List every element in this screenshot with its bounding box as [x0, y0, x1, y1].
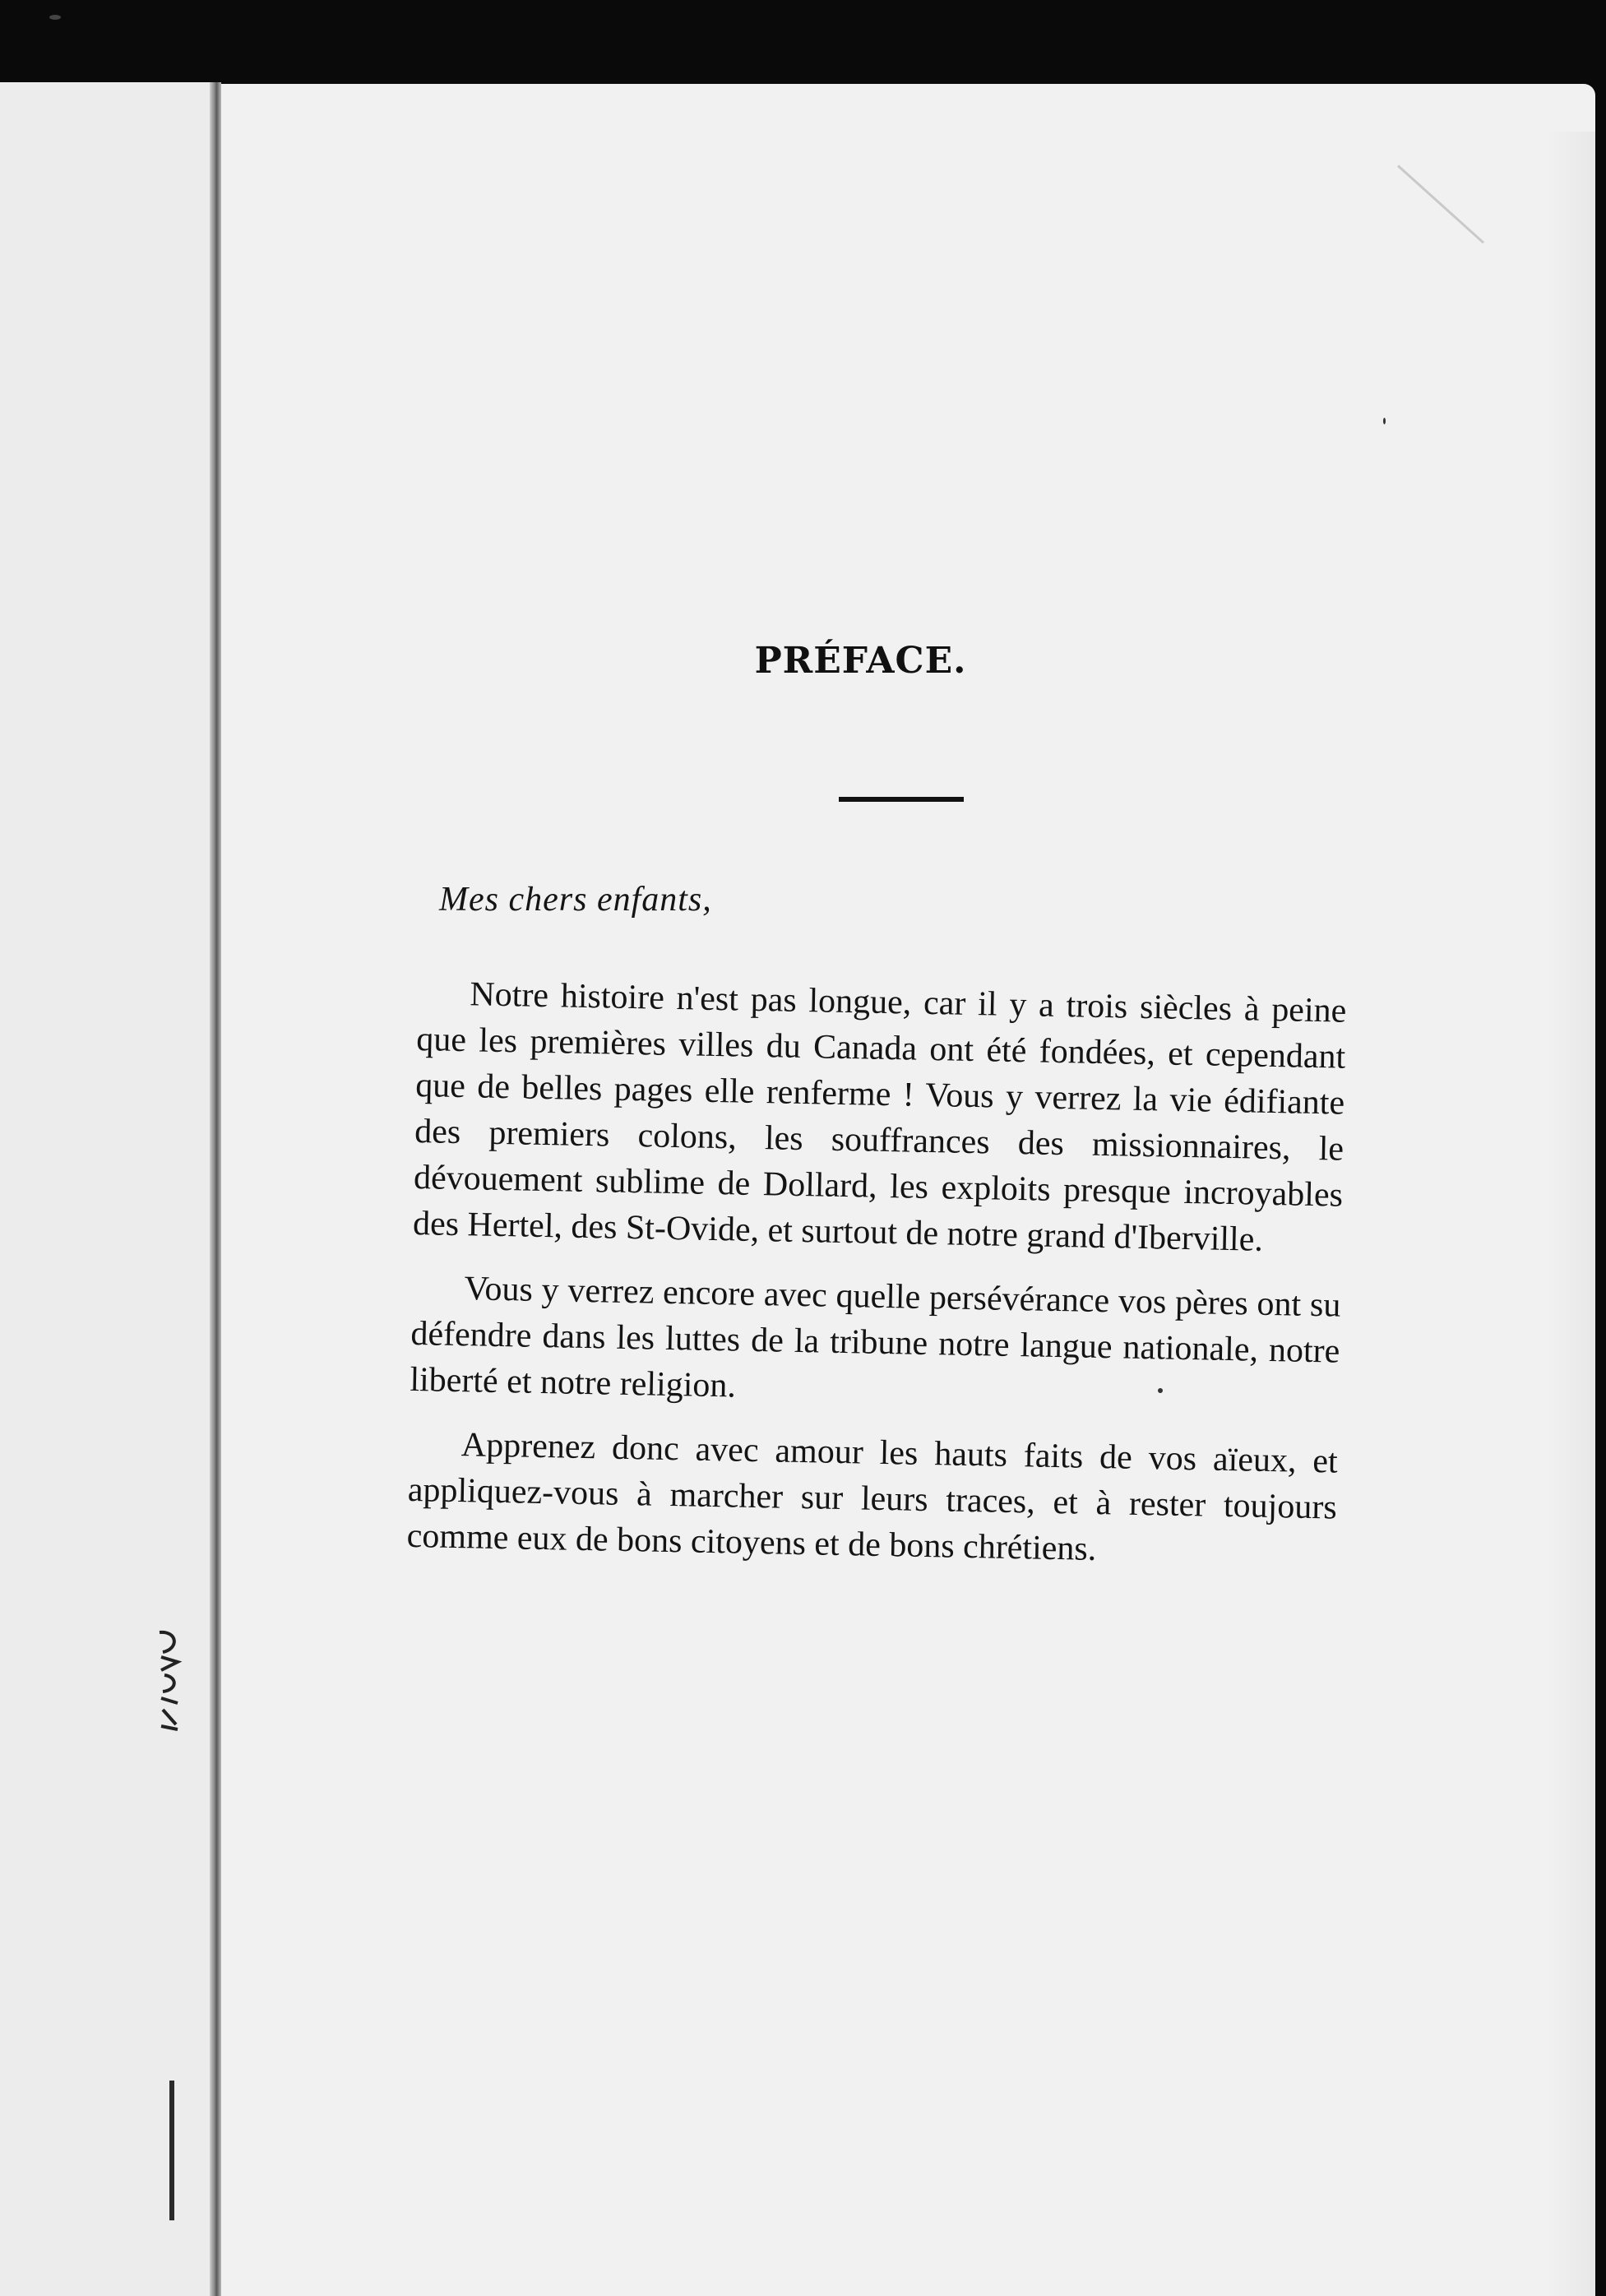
page-title: PRÉFACE. — [754, 640, 967, 682]
left-page-edge — [0, 82, 218, 2296]
salutation: Mes chers enfants, — [439, 881, 712, 919]
spine-shadow — [169, 2081, 174, 2220]
book-gutter — [210, 82, 221, 2296]
scan-speck — [1383, 418, 1386, 424]
scan-speck — [1158, 1388, 1163, 1393]
paragraph: Vous y verrez encore avec quelle persévérance vos pères ont su défendre dans les luttes de la tribune notre langue nationale, notre liberté et notre religion. — [409, 1270, 1341, 1405]
library-stamp-mark — [153, 1624, 186, 1739]
title-rule — [839, 797, 964, 802]
page-shading — [1546, 132, 1595, 2296]
scan-speck — [49, 15, 61, 20]
preface-body — [406, 970, 1347, 1595]
paragraph: Notre histoire n'est pas longue, car il y a trois siècles à peine que les premières villes du Canada ont été fondées, et cependant que de belles pages elle renferme ! Vous y verrez la vie édifiante des premiers colons, les souffrances des missionnaires, le dévouement sublime de Dollard, les exploits presque incroyables des Hertel, des St-Ovide, et surtout de notre grand d'Iberville. — [412, 975, 1347, 1259]
paragraph: Apprenez donc avec amour les hauts faits de vos aïeux, et appliquez-vous à marcher sur leurs traces, et à rester toujours comme eux de bons citoyens et de bons chrétiens. — [406, 1426, 1339, 1568]
